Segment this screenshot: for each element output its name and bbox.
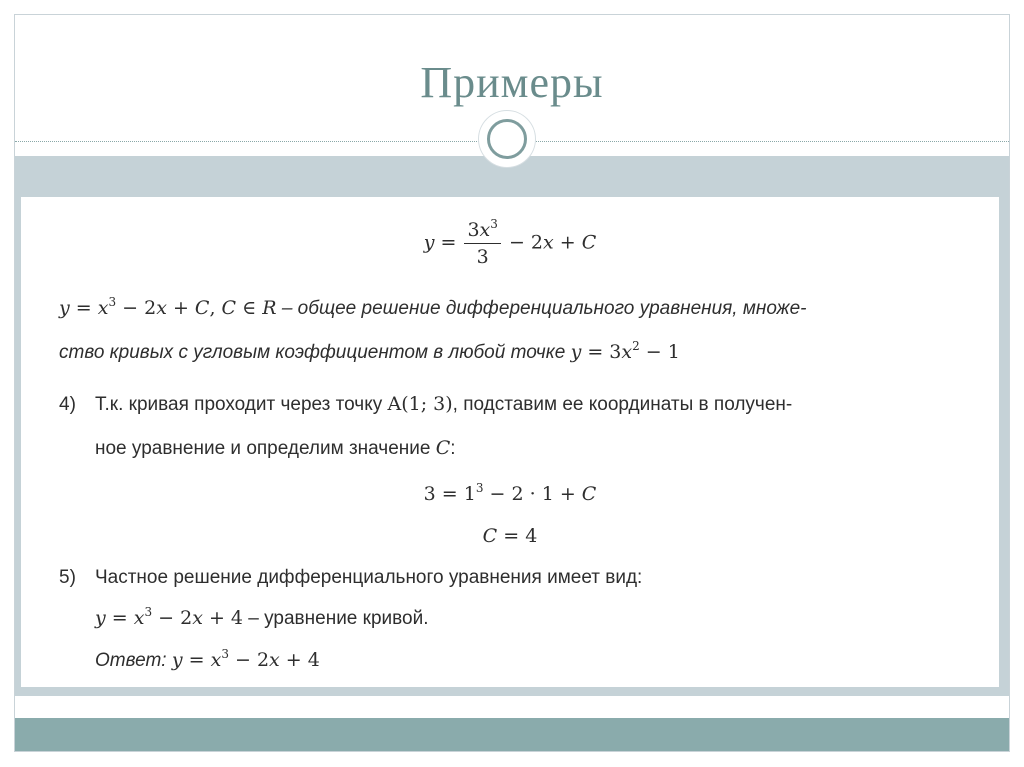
general-solution-line-2 [59, 341, 680, 364]
step-4-text-b: , подставим ее координаты в получен- [452, 394, 793, 415]
step-5-line-1 [59, 567, 642, 589]
ring-ornament-icon [479, 111, 535, 167]
general-solution-line-1 [59, 297, 806, 320]
formula-particular: $y = x^3 - 2x + 4$ [95, 605, 243, 629]
answer-label: Ответ: [95, 650, 172, 671]
step-5-line-2 [95, 607, 428, 630]
step-4-text-d: : [450, 438, 456, 459]
formula-point: A(1; 3) [387, 393, 453, 415]
general-solution-text-2: ство кривых с угловым коэффициентом в любой точке [59, 342, 571, 363]
formula-substitution: $3 = 1^3 - 2 \cdot 1 + C$ [423, 481, 597, 505]
step-4-text-a: Т.к. кривая проходит через точку [95, 394, 388, 415]
formula-c-value: C = 4 [482, 525, 538, 547]
formula-general: $y = x^3 - 2x + C$, C ∈ R [59, 295, 277, 319]
slide-title: Примеры [420, 58, 604, 107]
footer-band [15, 718, 1009, 752]
step-4-line-2 [95, 437, 456, 460]
formula-slope: $y = 3x^2 - 1$ [570, 339, 680, 363]
step-4-line-1 [59, 393, 792, 416]
step-5-number: 5) [59, 567, 76, 588]
step-5-text: Частное решение дифференциального уравнения имеет вид: [95, 567, 643, 588]
step-4-number: 4) [59, 394, 76, 415]
content-area [21, 197, 999, 687]
step-4-text-c: ное уравнение и определим значение [95, 438, 436, 459]
formula-derivative-integral: y = $\frac{3x^3}{3}$ − 2x + C [423, 217, 597, 268]
curve-equation-text: – уравнение кривой. [243, 608, 429, 629]
slide [14, 14, 1010, 752]
answer-line [95, 649, 320, 672]
general-solution-text-1: – общее решение дифференциального уравнения, множе- [276, 298, 807, 319]
fraction: $\frac{3x^3}{3}$ [464, 219, 500, 268]
formula-answer: $y = x^3 - 2x + 4$ [171, 647, 320, 671]
formula-constant: C [435, 437, 451, 459]
